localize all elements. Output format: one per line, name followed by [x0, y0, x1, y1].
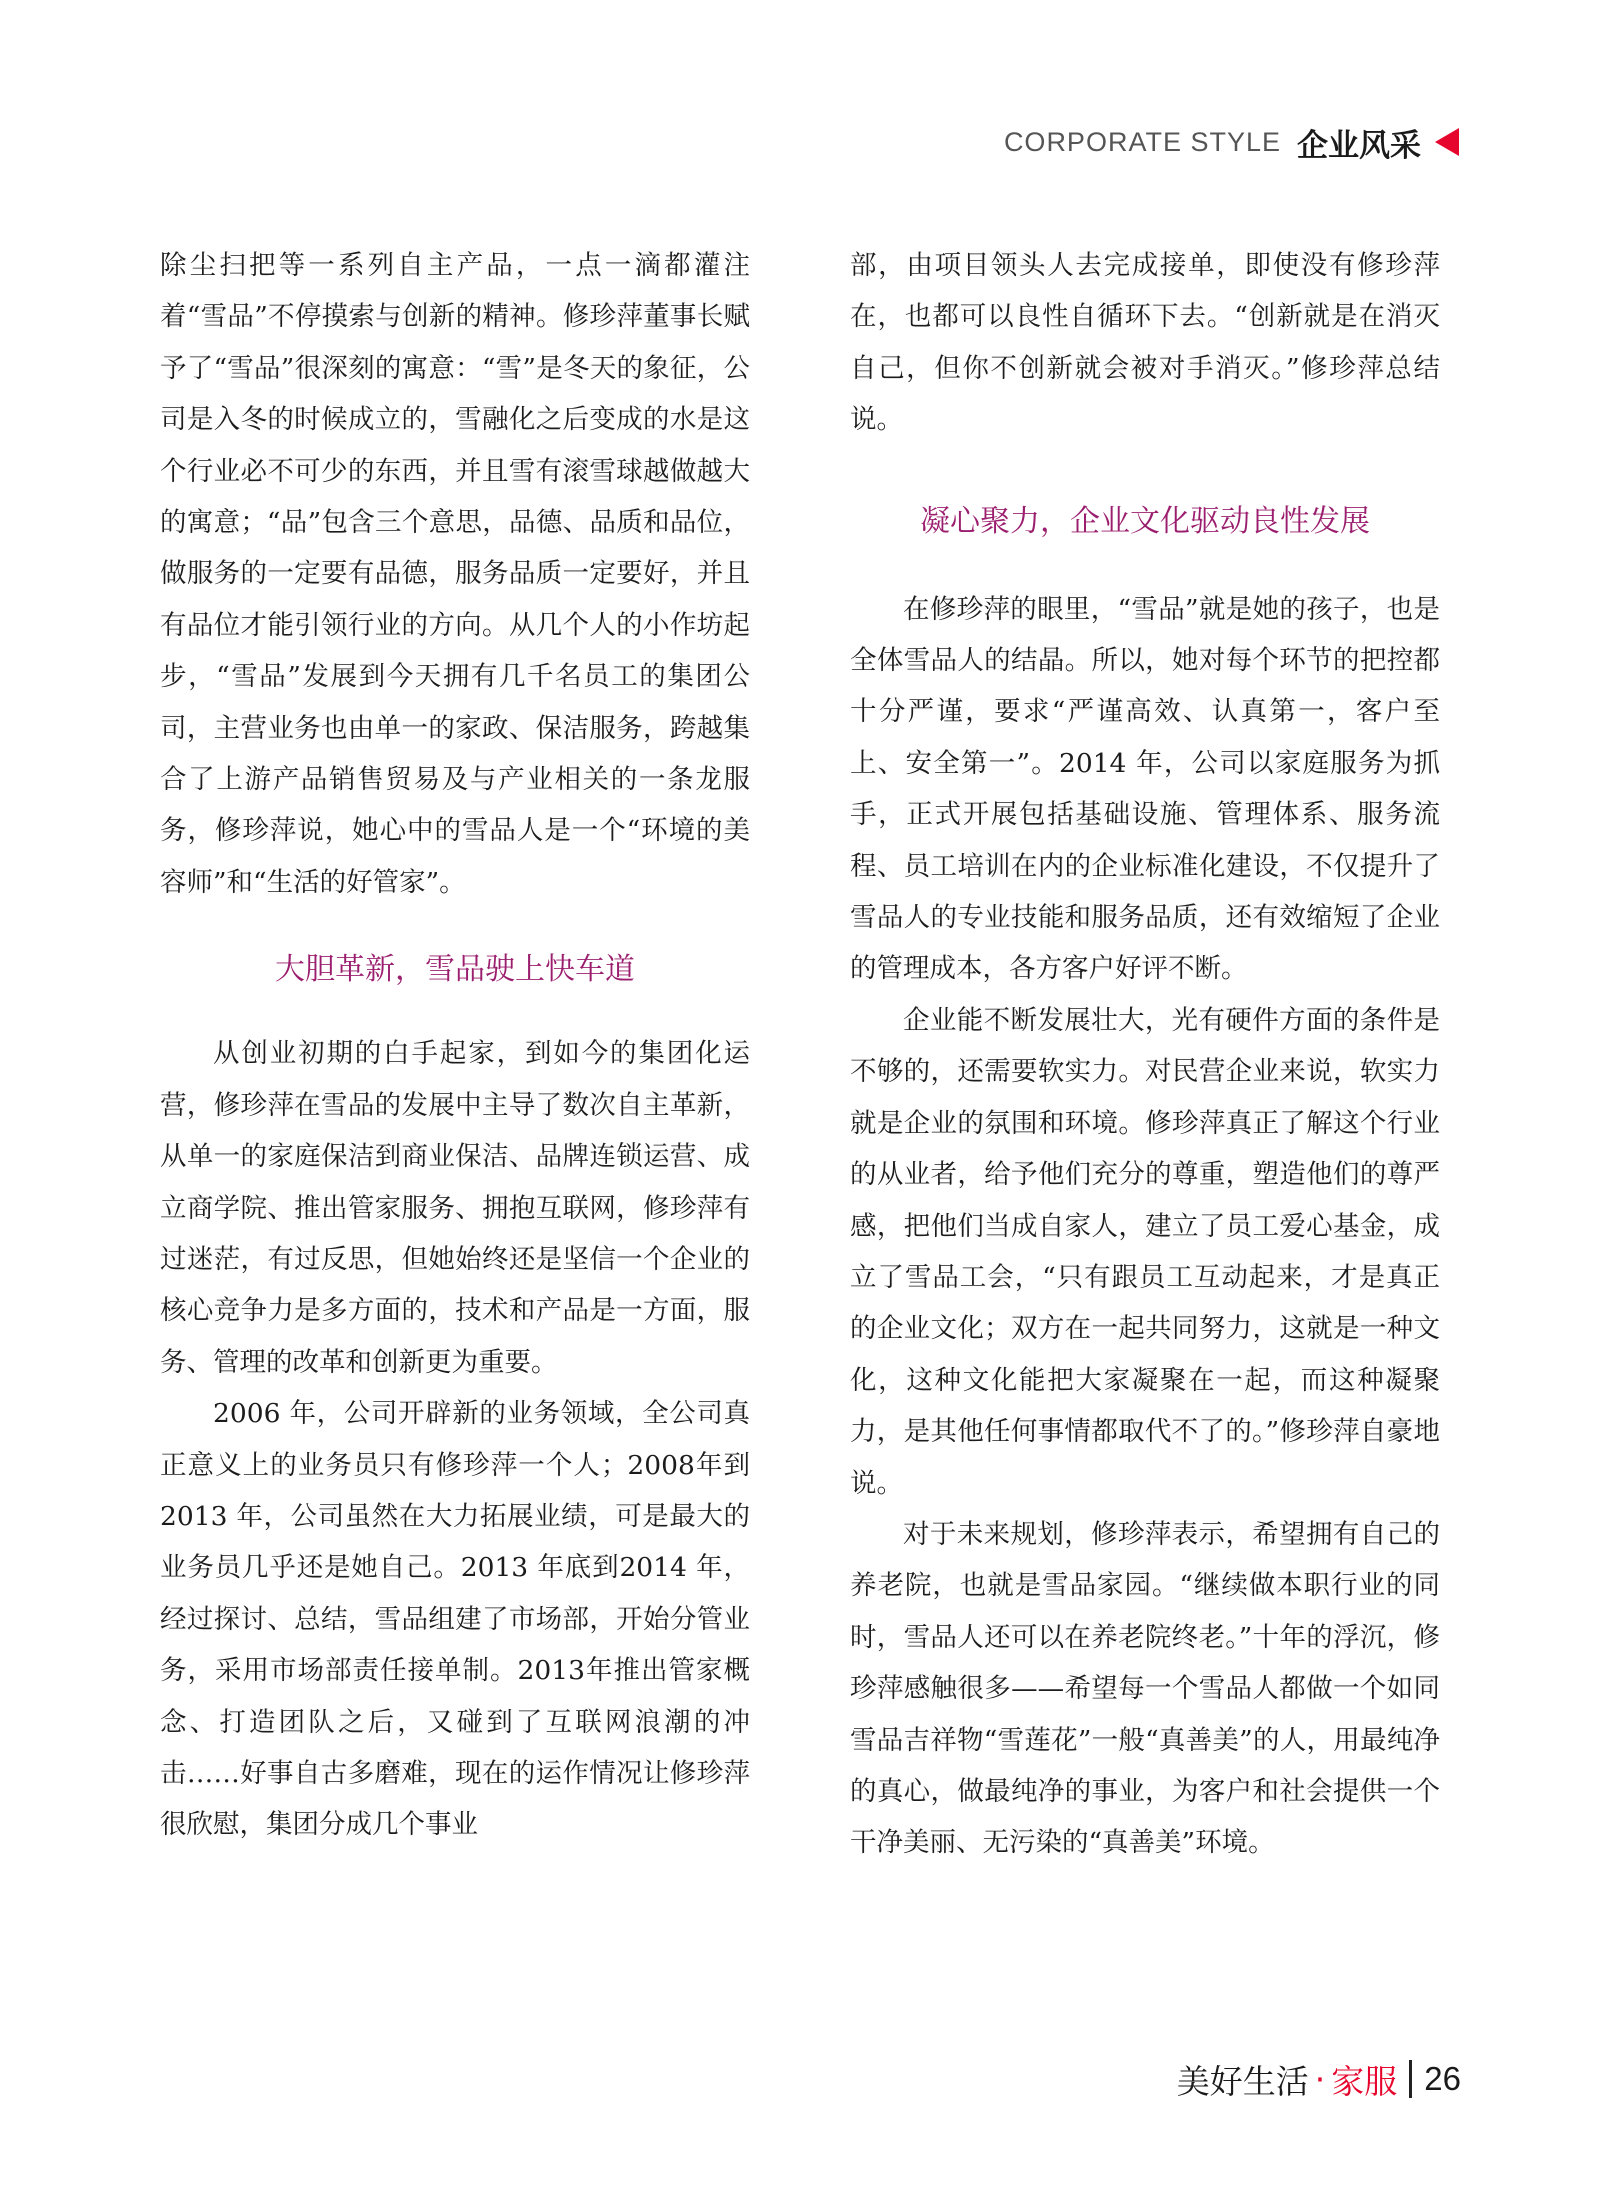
body-paragraph: 从创业初期的白手起家，到如今的集团化运营，修珍萍在雪品的发展中主导了数次自主革新，从单一的家庭保洁到商业保洁、品牌连锁运营、成立商学院、推出管家服务、拥抱互联网，修珍萍有过迷茫，有过反思，但她始终还是坚信一个企业的核心竞争力是多方面的，技术和产品是一方面，服务、管理的改革和创新更为重要。 — [160, 1038, 750, 1378]
page-number: 26 — [1424, 2060, 1461, 2097]
page-footer — [1177, 2054, 1461, 2104]
left-column — [160, 240, 750, 1851]
right-column — [850, 240, 1440, 1869]
section-name: 家服 — [1331, 2061, 1398, 2101]
section-heading: 凝心聚力，企业文化驱动良性发展 — [920, 503, 1370, 539]
magazine-name: 美好生活 — [1176, 2061, 1309, 2101]
body-paragraph: 部，由项目领头人去完成接单，即使没有修珍萍在，也都可以良性自循环下去。“创新就是在消灭自己，但你不创新就会被对手消灭。”修珍萍总结说。 — [850, 250, 1440, 436]
footer-dot: · — [1314, 2059, 1326, 2099]
body-paragraph: 2006 年，公司开辟新的业务领域，全公司真正意义上的业务员只有修珍萍一个人；2008年到 2013 年，公司虽然在大力拓展业绩，可是最大的业务员几乎还是她自己。2013 年底到2014 年，经过探讨、总结，雪品组建了市场部，开始分管业务，采用市场部责任接单制。2013年推出管家概念、打造团队之后，又碰到了互联网浪潮的冲击……好事自古多磨难，现在的运作情况让修珍萍很欣慰，集团分成几个事业 — [160, 1398, 750, 1841]
header-title-cn: 企业风采 — [1297, 127, 1421, 164]
page-header — [1004, 122, 1459, 162]
body-paragraph: 对于未来规划，修珍萍表示，希望拥有自己的养老院，也就是雪品家园。“继续做本职行业的同时，雪品人还可以在养老院终老。”十年的浮沉，修珍萍感触很多——希望每一个雪品人都做一个如同雪品吉祥物“雪莲花”一般“真善美”的人，用最纯净的真心，做最纯净的事业，为客户和社会提供一个干净美丽、无污染的“真善美”环境。 — [850, 1518, 1440, 1859]
section-heading: 大胆革新，雪品驶上快车道 — [275, 952, 635, 988]
header-title-en: CORPORATE STYLE — [1003, 126, 1281, 157]
footer-divider — [1409, 2060, 1412, 2098]
triangle-left-icon — [1435, 128, 1459, 156]
body-paragraph: 企业能不断发展壮大，光有硬件方面的条件是不够的，还需要软实力。对民营企业来说，软实力就是企业的氛围和环境。修珍萍真正了解这个行业的从业者，给予他们充分的尊重，塑造他们的尊严感，把他们当成自家人，建立了员工爱心基金，成立了雪品工会，“只有跟员工互动起来，才是真正的企业文化；双方在一起共同努力，这就是一种文化，这种文化能把大家凝聚在一起，而这种凝聚力，是其他任何事情都取代不了的。”修珍萍自豪地说。 — [850, 1004, 1440, 1499]
body-paragraph: 除尘扫把等一系列自主产品，一点一滴都灌注着“雪品”不停摸索与创新的精神。修珍萍董事长赋予了“雪品”很深刻的寓意：“雪”是冬天的象征，公司是入冬的时候成立的，雪融化之后变成的水是这个行业必不可少的东西，并且雪有滚雪球越做越大的寓意；“品”包含三个意思，品德、品质和品位，做服务的一定要有品德，服务品质一定要好，并且有品位才能引领行业的方向。从几个人的小作坊起步，“雪品”发展到今天拥有几千名员工的集团公司，主营业务也由单一的家政、保洁服务，跨越集合了上游产品销售贸易及与产业相关的一条龙服务，修珍萍说，她心中的雪品人是一个“环境的美容师”和“生活的好管家”。 — [160, 250, 750, 898]
body-paragraph: 在修珍萍的眼里，“雪品”就是她的孩子，也是全体雪品人的结晶。所以，她对每个环节的把控都十分严谨，要求“严谨高效、认真第一，客户至上、安全第一”。2014 年，公司以家庭服务为抓手，正式开展包括基础设施、管理体系、服务流程、员工培训在内的企业标准化建设，不仅提升了雪品人的专业技能和服务品质，还有效缩短了企业的管理成本，各方客户好评不断。 — [850, 593, 1440, 985]
